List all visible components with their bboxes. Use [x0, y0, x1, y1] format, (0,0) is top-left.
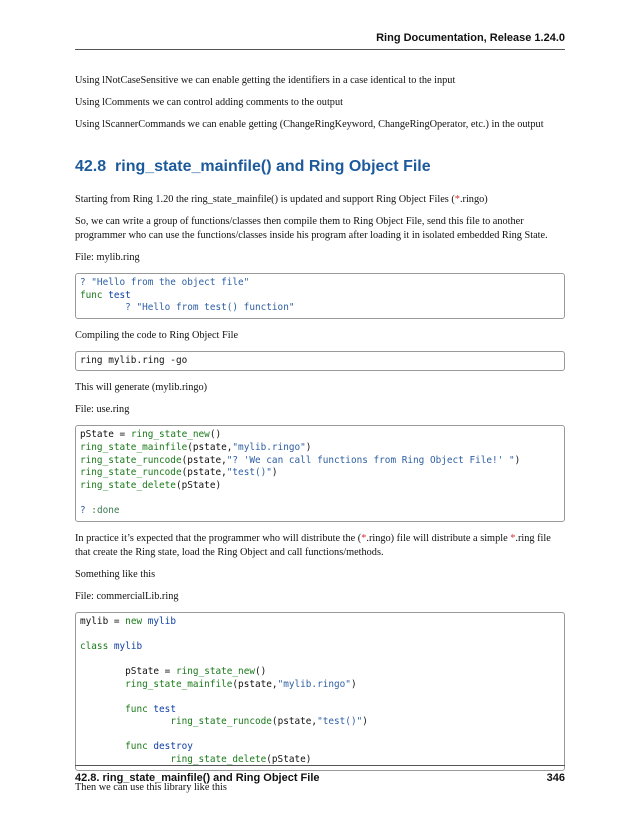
- running-footer: [75, 772, 565, 784]
- page-number: 346: [546, 772, 565, 784]
- intro-line-1: Using lNotCaseSensitive we can enable getting the identifiers in a case identical to the input: [75, 75, 456, 86]
- intro-line-2: Using lComments we can control adding comments to the output: [75, 97, 343, 108]
- section-heading: [75, 158, 565, 176]
- paragraph-distribution: In practice it’s expected that the programmer who will distribute the (*.ringo) file will distribute a simple *.ring file that create the Ring state, load the Ring Object and call functions/methods.: [75, 532, 551, 558]
- closing-text: Then we can use this library like this: [75, 781, 227, 793]
- paragraph-compile-explain: So, we can write a group of functions/classes then compile them to Ring Object File, send this file to another programmer who can use the functions/classes inside his program after loading it in isolated embedded Ring State.: [75, 216, 548, 241]
- code-block-compile-command: ring mylib.ring -go: [75, 351, 565, 372]
- code-block-use: pState = ring_state_new() ring_state_mainfile(pstate,"mylib.ringo") ring_state_runcode(pstate,"? 'We can call functions from Ring Object File!' ") ring_state_runcode(pstate,"test()") ring_state_delete(pState) ? :done: [75, 425, 565, 521]
- something-like-this: Something like this: [75, 568, 156, 580]
- file-label-commerciallib: File: commercialLib.ring: [75, 590, 179, 602]
- page-content: [75, 74, 565, 803]
- footer-section: 42.8. ring_state_mainfile() and Ring Object File: [75, 772, 320, 784]
- footer-divider: [75, 765, 565, 766]
- paragraph-ringo-intro: Starting from Ring 1.20 the ring_state_mainfile() is updated and support Ring Object Files (*.ringo): [75, 194, 488, 205]
- header-divider: [75, 49, 565, 50]
- intro-line-3: Using lScannerCommands we can enable getting (ChangeRingKeyword, ChangeRingOperator, etc.) in the output: [75, 119, 544, 130]
- file-label-mylib: File: mylib.ring: [75, 252, 140, 263]
- section-number: 42.8: [75, 158, 107, 175]
- code-block-commerciallib: mylib = new mylib class mylib pState = ring_state_new() ring_state_mainfile(pstate,"mylib.ringo") func test ring_state_runcode(pstate,"test()") func destroy ring_state_delete(pState): [75, 612, 565, 771]
- file-label-use: File: use.ring: [75, 404, 130, 416]
- running-header: Ring Documentation, Release 1.24.0: [376, 32, 565, 44]
- compile-label: Compiling the code to Ring Object File: [75, 329, 239, 341]
- code-block-mylib: ? "Hello from the object file" func test ? "Hello from test() function": [75, 273, 565, 319]
- section-title: ring_state_mainfile() and Ring Object File: [115, 158, 431, 175]
- generate-text: This will generate (mylib.ringo): [75, 382, 208, 394]
